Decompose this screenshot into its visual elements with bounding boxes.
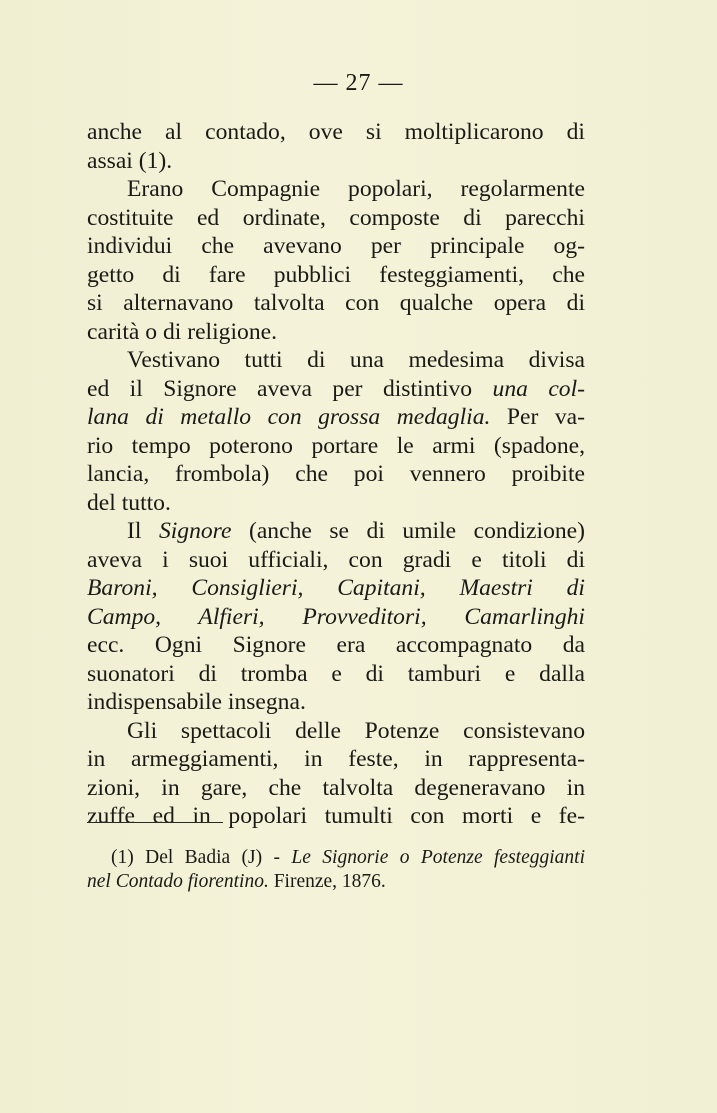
- text-line: [87, 346, 585, 375]
- text-run: Firenze, 1876.: [268, 871, 386, 892]
- text-line: [87, 289, 585, 318]
- text-run: ed il Signore aveva per distintivo: [87, 375, 493, 402]
- italic-text: Baroni, Consiglieri, Capitani, Maestri di: [87, 575, 585, 601]
- text-line: [87, 460, 585, 489]
- text-line: [87, 175, 585, 204]
- text-line: [87, 774, 585, 803]
- text-run: ecc. Ogni Signore era accompagnato da: [87, 632, 585, 658]
- text-line: [87, 603, 585, 632]
- text-line: [87, 118, 585, 147]
- text-line: [87, 432, 585, 461]
- italic-text: Campo, Alfieri, Provveditori, Camarlinghi: [87, 603, 585, 630]
- footnote: [87, 846, 585, 894]
- text-run: del tutto.: [87, 489, 171, 516]
- text-run: lancia, frombola) che poi vennero proibite: [87, 461, 585, 487]
- page-number: — 27 —: [313, 70, 404, 96]
- text-line: [87, 318, 585, 347]
- text-run: (1) Del Badia (J) -: [111, 847, 292, 868]
- text-line: [87, 574, 585, 603]
- text-run: Vestivano tutti di una medesima divisa: [127, 347, 585, 373]
- text-run: (anche se di umile condizione): [231, 518, 586, 544]
- text-line: [87, 660, 585, 689]
- text-run: in armeggiamenti, in feste, in rappresenta-: [87, 746, 585, 772]
- text-run: suonatori di tromba e di tamburi e dalla: [87, 660, 585, 687]
- text-run: Il: [127, 518, 159, 544]
- text-line: [87, 631, 585, 660]
- footnote-separator: [87, 822, 223, 823]
- text-run: Gli spettacoli delle Potenze consistevano: [127, 717, 585, 744]
- footnote-line: [87, 846, 585, 870]
- text-line: [87, 489, 585, 518]
- text-line: [87, 232, 585, 261]
- text-run: indispensabile insegna.: [87, 689, 306, 715]
- text-line: [87, 517, 585, 546]
- text-run: carità o di religione.: [87, 318, 277, 345]
- text-line: [87, 745, 585, 774]
- italic-text: Signore: [158, 518, 232, 544]
- text-run: costituite ed ordinate, composte di parecchi: [87, 204, 585, 231]
- text-run: individui che avevano per principale og-: [87, 233, 585, 259]
- text-line: [87, 204, 585, 233]
- italic-text: lana di metallo con grossa medaglia.: [87, 404, 491, 430]
- text-line: [87, 261, 585, 290]
- text-run: aveva i suoi ufficiali, con gradi e titoli di: [87, 546, 585, 573]
- text-run: assai (1).: [87, 147, 173, 174]
- text-run: zioni, in gare, che talvolta degeneravano in: [87, 774, 585, 801]
- text-line: [87, 147, 585, 176]
- body-text: [87, 118, 585, 831]
- italic-text: Le Signorie o Potenze festeggianti: [291, 847, 585, 868]
- text-run: si alternavano talvolta con qualche opera di: [87, 290, 585, 316]
- text-line: [87, 546, 585, 575]
- footnote-line: [87, 870, 585, 894]
- italic-text: nel Contado fiorentino.: [87, 871, 269, 892]
- text-run: Per va-: [490, 404, 585, 430]
- italic-text: una col-: [492, 375, 585, 402]
- text-line: [87, 375, 585, 404]
- text-line: [87, 802, 585, 831]
- text-run: zuffe ed in popolari tumulti con morti e fe-: [87, 803, 585, 829]
- text-run: rio tempo poterono portare le armi (spadone,: [87, 432, 585, 459]
- text-run: getto di fare pubblici festeggiamenti, che: [87, 261, 585, 288]
- text-line: [87, 403, 585, 432]
- text-line: [87, 688, 585, 717]
- text-line: [87, 717, 585, 746]
- text-run: Erano Compagnie popolari, regolarmente: [127, 176, 585, 202]
- text-run: anche al contado, ove si moltiplicarono di: [87, 119, 585, 145]
